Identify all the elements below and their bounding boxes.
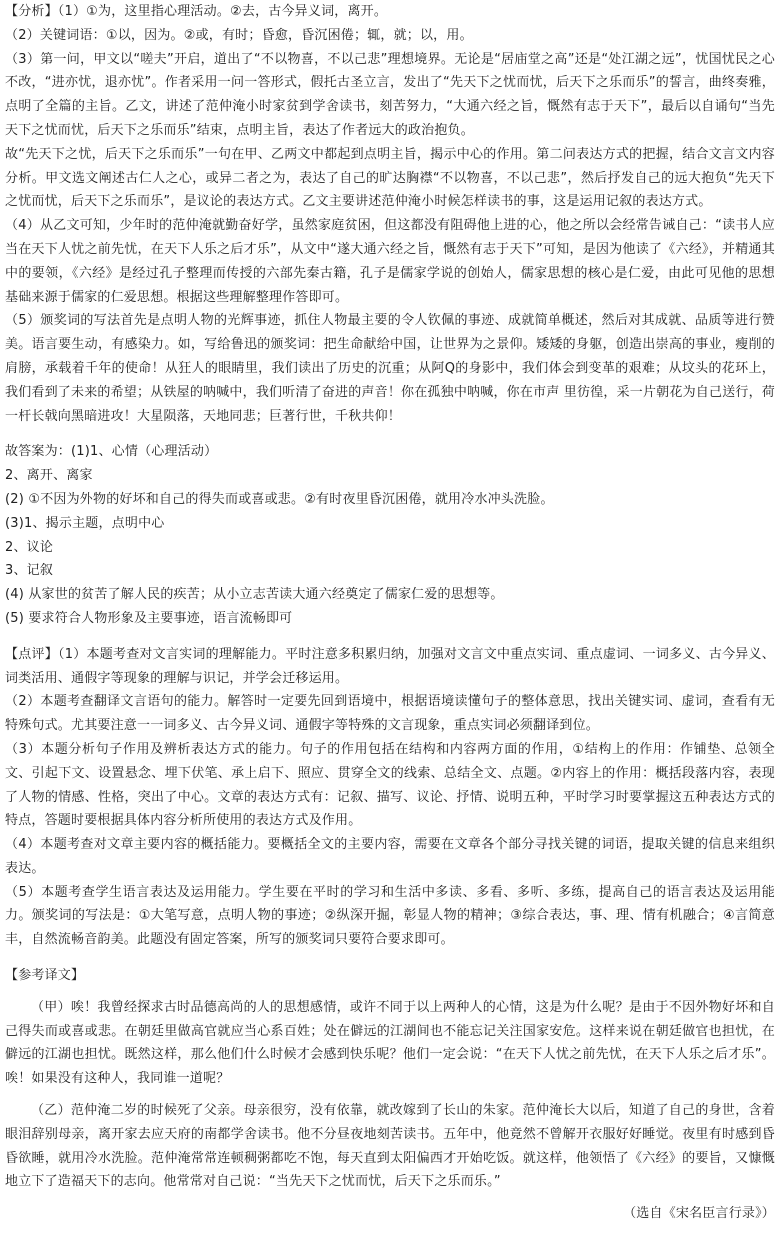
answer-line-2: 2、离开、离家 [5,468,93,484]
analysis-section [5,0,775,428]
analysis-paragraph-1: 【分析】（1）①为，这里指心理活动。②去，古今异义词，离开。 [5,4,388,19]
comment-paragraph-5: （5）本题考查学生语言表达及运用能力。学生要在平时的学习和生活中多读、多看、多听、多练，提高自己的语言表达及运用能力。颁奖词的写法是：①大笔写意，点明人物的事迹；②纵深开掘，彰显人物的精神；③综合表达，事、理、情有机融合；④言简意丰，自然流畅音韵美。此题没有固定答案，所写的颁奖词只要符合要求即可。 [5,884,775,948]
translation-paragraph-yi: （乙）范仲淹二岁的时候死了父亲。母亲很穷，没有依靠，就改嫁到了长山的朱家。范仲淹长大以后，知道了自己的身世，含着眼泪辞别母亲，离开家去应天府的南都学舍读书。他不分昼夜地刻苦读书。五年中，他竟然不曾解开衣服好好睡觉。夜里有时感到昏昏欲睡，就用冷水洗脸。范仲淹常常连顿稠粥都吃不饱，每天直到太阳偏西才开始吃饭。就这样，他领悟了《六经》的要旨，又慷慨地立下了造福天下的志向。他常常对自己说：“当先天下之忧而忧，后天下之乐而乐。” [5,1103,775,1190]
translation-paragraph-jia: （甲）唉！我曾经探求古时品德高尚的人的思想感情，或许不同于以上两种人的心情，这是为什么呢？是由于不因外物好坏和自己得失而或喜或悲。在朝廷里做高官就应当心系百姓；处在僻远的江湖间也不能忘记关注国家安危。这样来说在朝廷做官也担忧，在僻远的江湖也担忧。既然这样，那么他们什么时候才会感到快乐呢？他们一定会说：“在天下人忧之前先忧，在天下人乐之后才乐”。唉！如果没有这种人，我同谁一道呢？ [5,999,775,1087]
answer-line-1: 故答案为：(1)1、心情（心理活动） [5,444,218,460]
comment-paragraph-2: （2）本题考查翻译文言语句的能力。解答时一定要先回到语境中，根据语境读懂句子的整体意思，找出关键实词、虚词，查看有无特殊句式。尤其要注意一一词多义、古今异义词、通假字等特殊的文言现象，重点实词必须翻译到位。 [5,694,775,734]
answer-line-3: (2) ①不因为外物的好坏和自己的得失而或喜或悲。②有时夜里昏沉困倦，就用冷水冲头洗脸。 [5,491,554,507]
answer-line-4: (3)1、揭示主题，点明中心 [5,515,165,531]
translation-heading: 【参考译文】 [5,968,85,984]
answer-section [5,440,775,630]
analysis-paragraph-6: （5）颁奖词的写法首先是点明人物的光辉事迹，抓住人物最主要的令人钦佩的事迹、成就简单概述，然后对其成就、品质等进行赞美。语言要生动，有感染力。如，写给鲁迅的颁奖词：把生命献给中国，让世界为之景仰。矮矮的身躯，创造出崇高的事业，瘦削的肩膀，承载着千年的使命！从狂人的眼睛里，我们读出了历史的沉重；从阿Q的身影中，我们体会到变革的艰难；从坟头的花环上，我们看到了未来的希望；从铁屋的呐喊中，我们听清了奋进的声音！你在孤独中呐喊，你在市声 里彷徨，采一片朝花为自己送行，荷一杆长戟向黑暗进攻！大星陨落，天地同悲；巨著行世，千秋共仰！ [5,313,775,424]
answer-line-8: (5) 要求符合人物形象及主要事迹，语言流畅即可 [5,610,293,626]
translation-source: （选自《宋名臣言行录》） [623,1206,775,1222]
comment-paragraph-1: 【点评】（1）本题考查对文言实词的理解能力。平时注意多积累归纳，加强对文言文中重点实词、重点虚词、一词多义、古今异义、词类活用、通假字等现象的理解与识记，并学会迁移运用。 [5,646,775,686]
translation-section [5,964,775,1226]
analysis-paragraph-3: （3）第一问，甲文以“嗟夫”开启，道出了“不以物喜，不以己悲”理想境界。无论是“居庙堂之高”还是“处江湖之远”，忧国忧民之心不改，“进亦忧，退亦忧”。作者采用一问一答形式，假托古圣立言，发出了“先天下之忧而忧，后天下之乐而乐”的誓言，曲终奏雅，点明了全篇的主旨。乙文，讲述了范仲淹小时家贫到学舍读书，刻苦努力，“大通六经之旨，慨然有志于天下”，最后以自诵句“当先天下之忧而忧，后天下之乐而乐”结束，点明主旨，表达了作者远大的政治抱负。 [5,51,775,138]
analysis-paragraph-4: 故“先天下之忧，后天下之乐而乐”一句在甲、乙两文中都起到点明主旨，揭示中心的作用。第二问表达方式的把握，结合文言文内容分析。甲文选文阐述古仁人之心，或异二者之为，表达了自己的旷达胸襟“不以物喜，不以己悲”，然后抒发自己的远大抱负“先天下之忧而忧，后天下之乐而乐”，是议论的表达方式。乙文主要讲述范仲淹小时候怎样读书的事，这是运用记叙的表达方式。 [5,146,775,210]
comment-paragraph-3: （3）本题分析句子作用及辨析表达方式的能力。句子的作用包括在结构和内容两方面的作用，①结构上的作用：作铺垫、总领全文、引起下文、设置悬念、埋下伏笔、承上启下、照应、贯穿全文的线索、总结全文、点题。②内容上的作用：概括段落内容，表现了人物的情感、性格，突出了中心。文章的表达方式有：记叙、描写、议论、抒情、说明五种，平时学习时要掌握这五种表达方式的特点，答题时要根据具体内容分析所使用的表达方式及作用。 [5,741,775,829]
analysis-paragraph-5: （4）从乙文可知，少年时的范仲淹就勤奋好学，虽然家庭贫困，但这都没有阻碍他上进的心，他之所以会经常告诫自己：“读书人应当在天下人忧之前先忧，在天下人乐之后才乐”，从文中“遂大通六经之旨，慨然有志于天下”可知，是因为他读了《六经》，并精通其中的要领，《六经》是经过孔子整理而传授的六部先秦古籍，孔子是儒家学说的创始人，儒家思想的核心是仁爱，由此可见他的思想基础来源于儒家的仁爱思想。根据这些理解整理作答即可。 [5,218,775,305]
comment-section [5,643,775,952]
analysis-paragraph-2: （2）关键词语：①以，因为。②或，有时；昏愈，昏沉困倦；辄，就；以，用。 [5,27,473,43]
answer-line-5: 2、议论 [5,539,54,555]
comment-paragraph-4: （4）本题考查对文章主要内容的概括能力。要概括全文的主要内容，需要在文章各个部分寻找关键的词语，提取关键的信息来组织表达。 [5,837,775,876]
answer-line-7: (4) 从家世的贫苦了解人民的疾苦；从小立志苦读大通六经奠定了儒家仁爱的思想等。 [5,587,504,603]
answer-line-6: 3、记叙 [5,563,54,579]
